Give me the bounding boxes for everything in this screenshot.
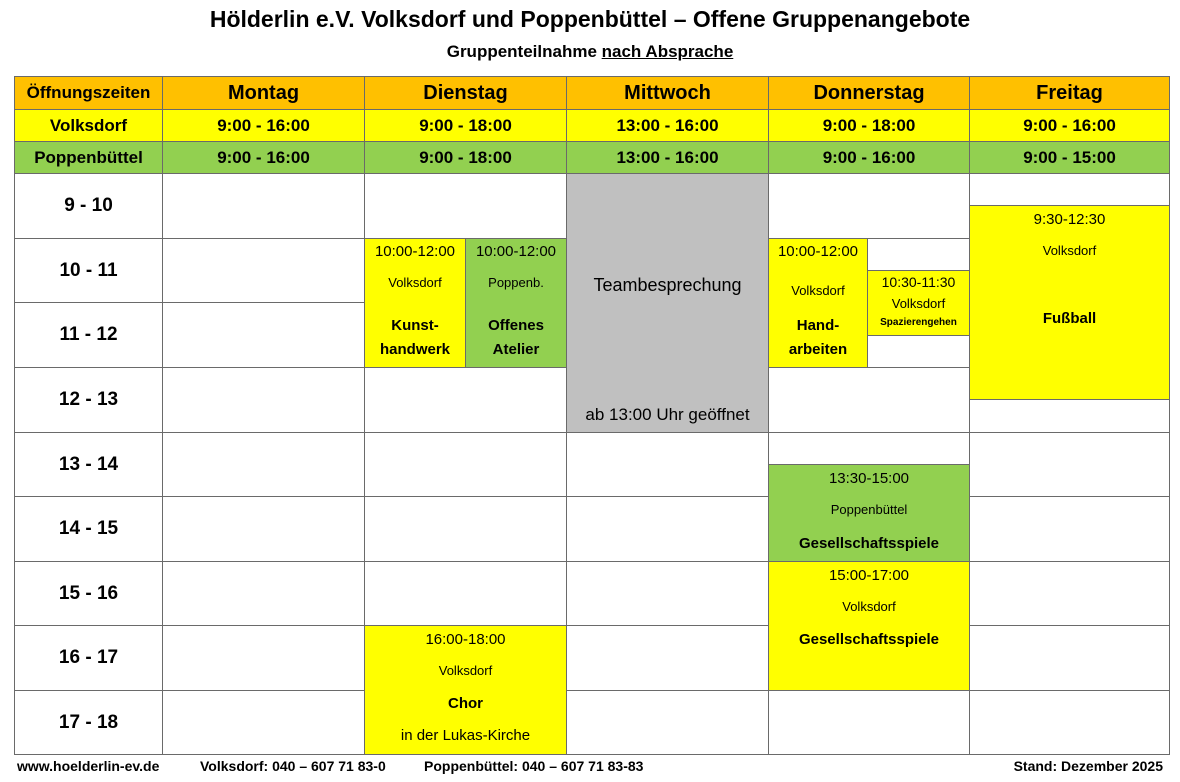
event-location: Volksdorf bbox=[791, 283, 845, 298]
empty-cell bbox=[162, 561, 365, 626]
empty-cell bbox=[364, 496, 567, 562]
time-slot-16-17: 16 - 17 bbox=[14, 625, 163, 691]
empty-cell bbox=[566, 625, 769, 691]
event-spazierengehen bbox=[867, 270, 970, 336]
volksdorf-hours-tuesday: 9:00 - 18:00 bbox=[364, 109, 567, 142]
event-location: Poppenb. bbox=[488, 275, 544, 290]
event-name: Gesellschaftsspiele bbox=[798, 631, 940, 648]
header-opening-hours: Öffnungszeiten bbox=[14, 76, 163, 110]
empty-cell bbox=[364, 367, 567, 433]
time-slot-9-10: 9 - 10 bbox=[14, 173, 163, 239]
day-header-monday: Montag bbox=[162, 76, 365, 110]
time-slot-11-12: 11 - 12 bbox=[14, 302, 163, 368]
event-fussball bbox=[969, 205, 1170, 400]
event-location: Volksdorf bbox=[842, 599, 896, 614]
empty-cell bbox=[768, 173, 970, 239]
empty-cell bbox=[364, 432, 567, 497]
empty-cell bbox=[566, 561, 769, 626]
day-header-friday: Freitag bbox=[969, 76, 1170, 110]
empty-cell bbox=[162, 238, 365, 303]
event-location: Volksdorf bbox=[891, 296, 946, 311]
empty-cell bbox=[566, 690, 769, 755]
empty-cell bbox=[969, 561, 1170, 626]
event-offenes-atelier bbox=[465, 238, 567, 368]
volksdorf-hours-wednesday: 13:00 - 16:00 bbox=[566, 109, 769, 142]
empty-cell bbox=[969, 173, 1170, 206]
event-gesellschaftsspiele-volksdorf bbox=[768, 561, 970, 691]
empty-cell bbox=[566, 432, 769, 497]
empty-cell bbox=[364, 173, 567, 239]
footer-stand: Stand: Dezember 2025 bbox=[1013, 758, 1163, 774]
day-header-wednesday: Mittwoch bbox=[566, 76, 769, 110]
day-header-tuesday: Dienstag bbox=[364, 76, 567, 110]
event-name: Spazierengehen bbox=[880, 317, 957, 328]
empty-cell bbox=[162, 690, 365, 755]
empty-cell bbox=[867, 238, 970, 271]
empty-cell bbox=[768, 367, 970, 433]
event-note: ab 13:00 Uhr geöffnet bbox=[585, 405, 750, 424]
volksdorf-hours-monday: 9:00 - 16:00 bbox=[162, 109, 365, 142]
empty-cell bbox=[768, 690, 970, 755]
event-name-line1: Hand- bbox=[796, 317, 840, 334]
event-title: Teambesprechung bbox=[593, 275, 742, 295]
time-slot-14-15: 14 - 15 bbox=[14, 496, 163, 562]
time-slot-15-16: 15 - 16 bbox=[14, 561, 163, 626]
event-time: 15:00-17:00 bbox=[828, 567, 910, 584]
event-gesellschaftsspiele-poppenbuettel bbox=[768, 464, 970, 562]
event-name-line2: Atelier bbox=[492, 341, 540, 358]
time-slot-17-18: 17 - 18 bbox=[14, 690, 163, 755]
empty-cell bbox=[162, 625, 365, 691]
event-time: 10:00-12:00 bbox=[374, 243, 456, 260]
event-teambesprechung bbox=[566, 173, 769, 433]
event-time: 9:30-12:30 bbox=[1033, 211, 1106, 228]
event-location: Volksdorf bbox=[438, 663, 493, 678]
event-time: 10:30-11:30 bbox=[881, 274, 956, 290]
empty-cell bbox=[867, 335, 970, 368]
event-name: Fußball bbox=[1042, 310, 1097, 327]
footer-phone-volksdorf: Volksdorf: 040 – 607 71 83-0 bbox=[200, 758, 386, 774]
empty-cell bbox=[162, 432, 365, 497]
footer-website[interactable]: www.hoelderlin-ev.de bbox=[17, 758, 160, 774]
empty-cell bbox=[162, 173, 365, 239]
event-time: 10:00-12:00 bbox=[475, 243, 557, 260]
page-subtitle bbox=[0, 42, 1180, 62]
time-slot-12-13: 12 - 13 bbox=[14, 367, 163, 433]
event-chor bbox=[364, 625, 567, 755]
empty-cell bbox=[768, 432, 970, 465]
event-time: 13:30-15:00 bbox=[828, 470, 910, 487]
event-name-line1: Offenes bbox=[488, 317, 544, 334]
row-label-volksdorf: Volksdorf bbox=[14, 109, 163, 142]
empty-cell bbox=[162, 496, 365, 562]
empty-cell bbox=[969, 399, 1170, 433]
empty-cell bbox=[162, 302, 365, 368]
time-slot-10-11: 10 - 11 bbox=[14, 238, 163, 303]
poppenbuettel-hours-wednesday: 13:00 - 16:00 bbox=[566, 141, 769, 174]
volksdorf-hours-thursday: 9:00 - 18:00 bbox=[768, 109, 970, 142]
event-name-line2: handwerk bbox=[379, 341, 451, 358]
event-location: Volksdorf bbox=[1042, 243, 1097, 258]
event-kunsthandwerk bbox=[364, 238, 466, 368]
empty-cell bbox=[969, 432, 1170, 497]
empty-cell bbox=[969, 496, 1170, 562]
poppenbuettel-hours-friday: 9:00 - 15:00 bbox=[969, 141, 1170, 174]
volksdorf-hours-friday: 9:00 - 16:00 bbox=[969, 109, 1170, 142]
event-location: Poppenbüttel bbox=[830, 502, 908, 517]
poppenbuettel-hours-monday: 9:00 - 16:00 bbox=[162, 141, 365, 174]
event-place: in der Lukas-Kirche bbox=[400, 727, 531, 744]
empty-cell bbox=[969, 690, 1170, 755]
poppenbuettel-hours-thursday: 9:00 - 16:00 bbox=[768, 141, 970, 174]
event-time: 10:00-12:00 bbox=[777, 243, 859, 260]
empty-cell bbox=[566, 496, 769, 562]
footer-phone-poppenbuettel: Poppenbüttel: 040 – 607 71 83-83 bbox=[424, 758, 644, 774]
event-handarbeiten bbox=[768, 238, 868, 368]
poppenbuettel-hours-tuesday: 9:00 - 18:00 bbox=[364, 141, 567, 174]
page-title: Hölderlin e.V. Volksdorf und Poppenbüttel – Offene Gruppenangebote bbox=[209, 6, 971, 32]
event-name: Gesellschaftsspiele bbox=[798, 535, 940, 552]
day-header-thursday: Donnerstag bbox=[768, 76, 970, 110]
event-name: Chor bbox=[448, 695, 483, 712]
empty-cell bbox=[162, 367, 365, 433]
time-slot-13-14: 13 - 14 bbox=[14, 432, 163, 497]
empty-cell bbox=[364, 561, 567, 626]
event-name-line1: Kunst- bbox=[391, 317, 439, 334]
row-label-poppenbuettel: Poppenbüttel bbox=[14, 141, 163, 174]
event-name-line2: arbeiten bbox=[788, 341, 848, 358]
subtitle-prefix: Gruppenteilnahme bbox=[446, 42, 602, 61]
event-location: Volksdorf bbox=[388, 275, 442, 290]
empty-cell bbox=[969, 625, 1170, 691]
subtitle-underlined: nach Absprache bbox=[601, 42, 734, 61]
event-time: 16:00-18:00 bbox=[425, 631, 506, 648]
